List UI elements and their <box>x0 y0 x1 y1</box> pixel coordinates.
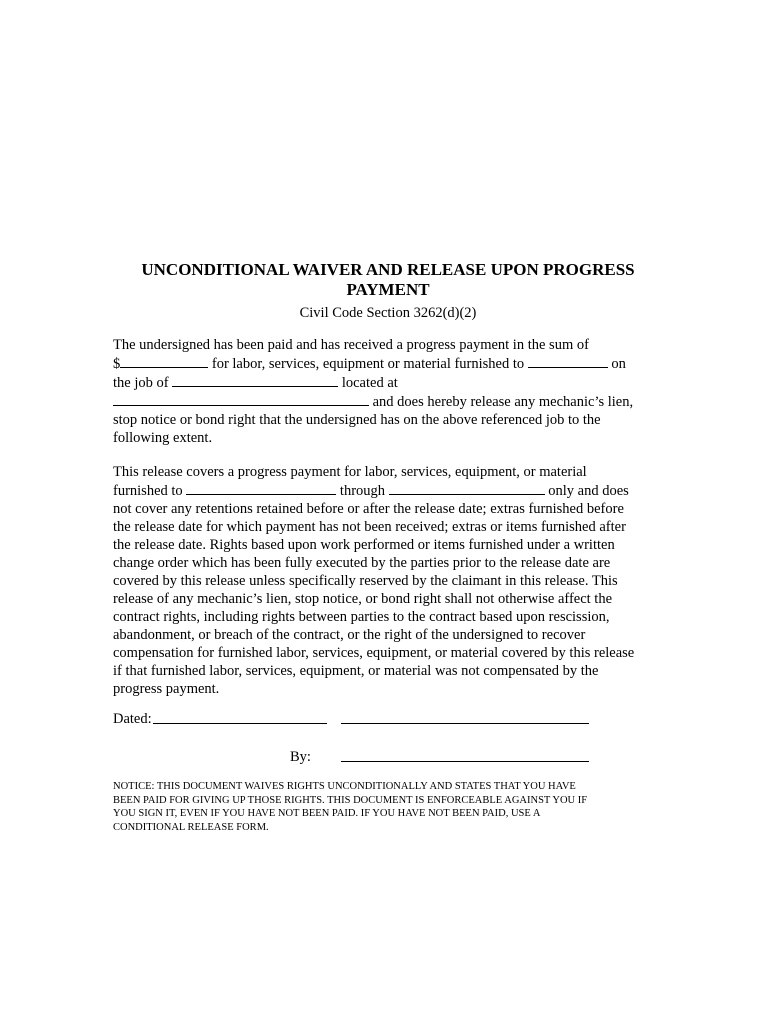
signature-blank[interactable] <box>341 748 589 762</box>
title-line-2: PAYMENT <box>346 280 430 299</box>
furnished-to-blank[interactable] <box>528 354 608 368</box>
located-at-label: located at <box>338 375 398 391</box>
p2-line-8: release of any mechanic’s lien, stop notice, or bond right shall not otherwise affect the <box>113 591 613 607</box>
by-row <box>113 748 663 766</box>
p2-line-1: This release covers a progress payment for labor, services, equipment, or material <box>113 464 587 480</box>
by-label: By: <box>290 749 311 765</box>
p1-line-5: stop notice or bond right that the undersigned has on the above referenced job to the <box>113 412 601 428</box>
p1-line-2-text: for labor, services, equipment or material furnished to <box>208 356 528 372</box>
document-title <box>113 260 663 300</box>
payment-paragraph <box>113 336 663 447</box>
job-of-label: the job of <box>113 375 173 391</box>
dated-label: Dated: <box>113 711 152 727</box>
dated-row <box>113 710 663 728</box>
p1-line-2 <box>113 354 663 373</box>
p2-line-2-suffix: only and does <box>544 483 629 499</box>
p2-line-6: change order which has been fully executed by the parties prior to the release date are <box>113 555 611 571</box>
p2-line-4: the release date for which payment has not been received; extras or items furnished after <box>113 519 626 535</box>
dated-blank[interactable] <box>153 710 327 724</box>
p2-line-13: progress payment. <box>113 681 220 697</box>
p1-line-4-text: and does hereby release any mechanic’s lien, <box>369 394 634 410</box>
p2-line-5: the release date. Rights based upon work performed or items furnished under a written <box>113 537 615 553</box>
p2-line-9: contract rights, including rights between parties to the contract based upon rescission, <box>113 609 610 625</box>
p1-line-3 <box>113 373 663 392</box>
notice-line-3: YOU SIGN IT, EVEN IF YOU HAVE NOT BEEN PAID. IF YOU HAVE NOT BEEN PAID, USE A <box>113 808 541 819</box>
dollar-sign: $ <box>113 356 121 372</box>
p1-line-1: The undersigned has been paid and has received a progress payment in the sum of <box>113 337 589 353</box>
notice-text <box>113 780 663 834</box>
waiver-document <box>113 260 663 834</box>
p2-line-10: abandonment, or breach of the contract, or the right of the undersigned to recover <box>113 627 586 643</box>
amount-blank[interactable] <box>120 354 208 368</box>
p2-line-12: if that furnished labor, services, equipment, or material was not compensated by the <box>113 663 599 679</box>
p2-line-2 <box>113 481 663 500</box>
location-blank[interactable] <box>113 392 369 406</box>
company-name-blank[interactable] <box>341 710 589 724</box>
notice-line-4: CONDITIONAL RELEASE FORM. <box>113 821 269 833</box>
p2-line-7: covered by this release unless specifically reserved by the claimant in this release. This <box>113 573 618 589</box>
through-label: through <box>336 483 389 499</box>
from-date-blank[interactable] <box>186 481 336 495</box>
p2-line-11: compensation for furnished labor, services, equipment, or material covered by this release <box>113 645 635 661</box>
notice-line-2: BEEN PAID FOR GIVING UP THOSE RIGHTS. THIS DOCUMENT IS ENFORCEABLE AGAINST YOU IF <box>113 794 588 806</box>
job-of-blank[interactable] <box>172 373 338 387</box>
p2-line-3: not cover any retentions retained before or after the release date; extras furnished before <box>113 501 624 517</box>
p1-line-4 <box>113 392 663 411</box>
through-date-blank[interactable] <box>389 481 545 495</box>
civil-code-subtitle: Civil Code Section 3262(d)(2) <box>299 305 477 321</box>
p1-line-6: following extent. <box>113 430 213 446</box>
notice-line-1: NOTICE: THIS DOCUMENT WAIVES RIGHTS UNCONDITIONALLY AND STATES THAT YOU HAVE <box>113 781 576 792</box>
release-scope-paragraph <box>113 463 663 698</box>
p1-line-2-suffix: on <box>607 356 626 372</box>
title-line-1: UNCONDITIONAL WAIVER AND RELEASE UPON PROGRESS <box>141 260 635 279</box>
furnished-to-label: furnished to <box>113 483 187 499</box>
